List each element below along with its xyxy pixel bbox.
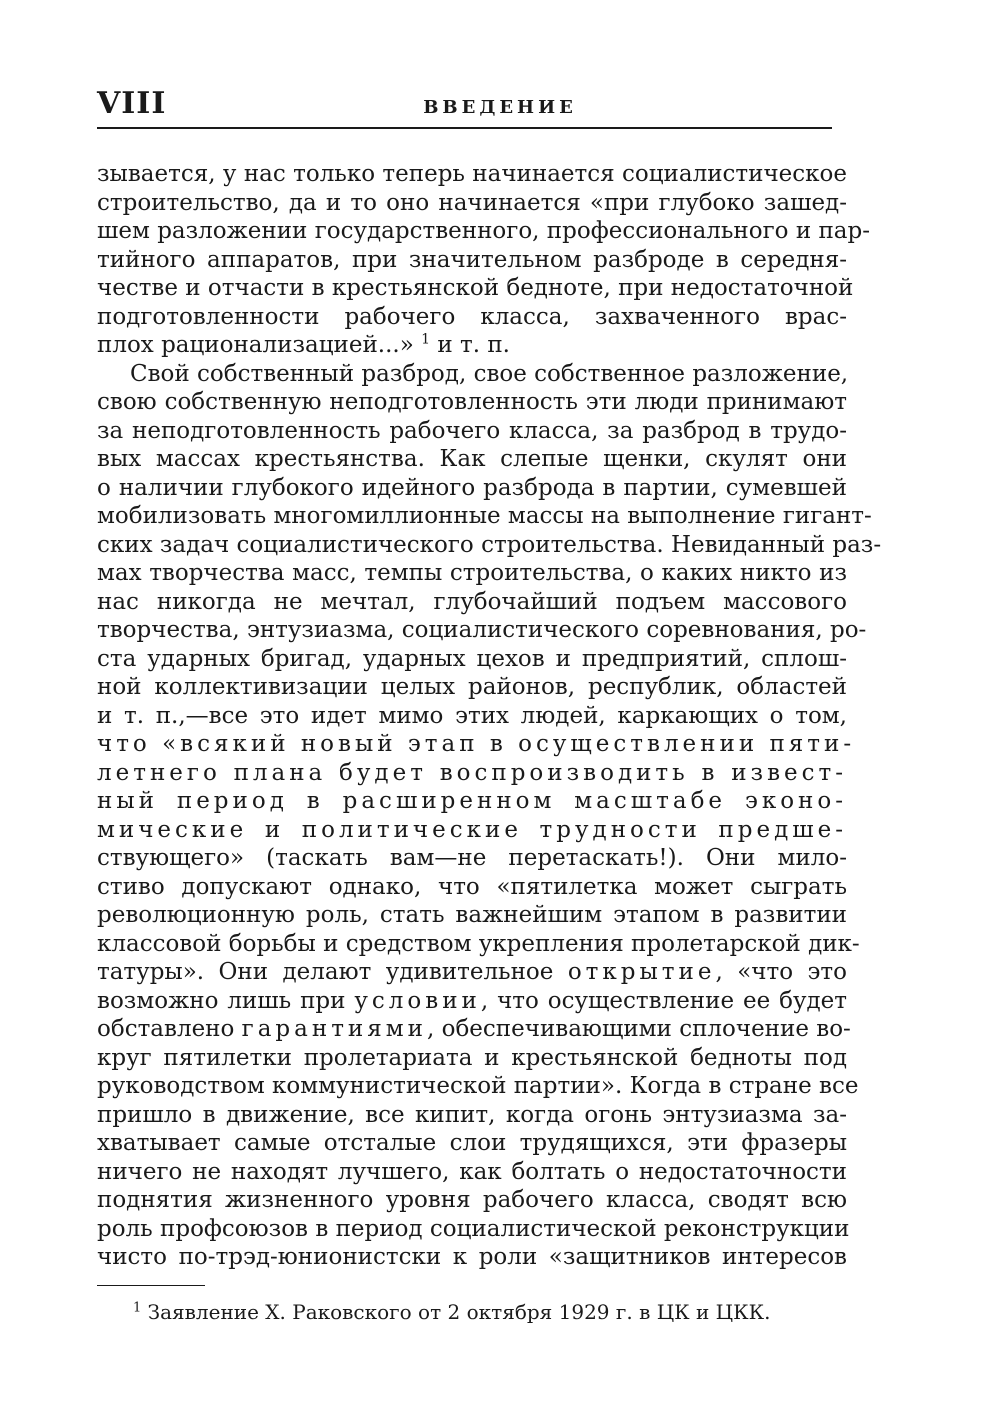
text-line: поднятия жизненного уровня рабочего класса, сводят всю <box>97 1187 847 1213</box>
text-line <box>97 958 847 987</box>
text-span: возможно лишь при <box>97 987 355 1014</box>
text-line: руководством коммунистической партии». Когда в стране все <box>97 1073 859 1099</box>
text-line: свою собственную неподготовленность эти люди принимают <box>97 389 847 415</box>
text-line: ста ударных бригад, ударных цехов и предприятий, сплош- <box>97 645 847 672</box>
text-span-spaced: условии <box>354 987 481 1014</box>
text-line: шем разложении государственного, профессионального и пар- <box>97 218 870 244</box>
text-span-spaced: открытие <box>567 959 716 985</box>
text-line: тийного аппаратов, при значительном разброде в середня- <box>97 246 847 273</box>
text-span: татуры». Они делают удивительное <box>97 959 568 985</box>
text-line <box>97 331 847 360</box>
text-line: нас никогда не мечтал, глубочайший подъем массового <box>97 588 847 615</box>
text-line: мобилизовать многомиллионные массы на выполнение гигант- <box>97 503 872 529</box>
text-line: за неподготовленность рабочего класса, за разброд в трудо- <box>97 417 847 444</box>
header-rule <box>97 127 832 129</box>
text-line-spaced: что «всякий новый этап в осуществлении пяти- <box>97 731 856 757</box>
text-line: ствующего» (таскать вам—не перетаскать!). Они мило- <box>97 845 847 871</box>
text-line: чисто по-трэд-юнионистски к роли «защитников интересов <box>97 1244 847 1270</box>
text-line: круг пятилетки пролетариата и крестьянской бедноты под <box>97 1044 847 1071</box>
text-span: и т. п. <box>430 332 510 358</box>
text-line: роль профсоюзов в период социалистической реконструкции <box>97 1215 850 1242</box>
text-line: и т. п.,—все это идет мимо этих людей, каркающих о том, <box>97 702 847 729</box>
text-line <box>97 987 847 1016</box>
text-span-spaced: гарантиями <box>241 1016 427 1042</box>
text-span: , «что это <box>715 959 847 985</box>
text-line-spaced: ный период в расширенном масштабе эконо- <box>97 788 847 814</box>
text-span: , что осуществление ее будет <box>480 987 847 1014</box>
text-span: , обеспечивающими сплочение во- <box>426 1016 851 1042</box>
text-line: ских задач социалистического строительства. Невиданный раз- <box>97 531 882 558</box>
footnote-text: Заявление Х. Раковского от 2 октября 1929 г. в ЦК и ЦКК. <box>141 1300 771 1324</box>
text-line: пришло в движение, все кипит, когда огонь энтузиазма за- <box>97 1101 847 1128</box>
main-text <box>97 160 882 1272</box>
page-number: VIII <box>97 86 167 121</box>
footnote-reference: 1 <box>421 331 431 348</box>
text-line: честве и отчасти в крестьянской бедноте, при недостаточной <box>97 275 854 301</box>
running-head-title: ВВЕДЕНИЕ <box>423 97 577 118</box>
text-span: обставлено <box>97 1016 242 1042</box>
text-line: зывается, у нас только теперь начинается социалистическое <box>97 161 847 187</box>
text-line: хватывает самые отсталые слои трудящихся, эти фразеры <box>97 1130 847 1156</box>
text-line: революционную роль, стать важнейшим этапом в развитии <box>97 902 847 928</box>
text-line: ничего не находят лучшего, как болтать о недостаточности <box>97 1158 847 1185</box>
text-line: Свой собственный разброд, свое собственное разложение, <box>130 360 849 387</box>
text-span: плох рационализацией...» <box>97 332 422 358</box>
text-line <box>97 1015 851 1044</box>
text-line: ной коллективизации целых районов, республик, областей <box>97 674 847 700</box>
text-line-spaced: летнего плана будет воспроизводить в извест- <box>97 759 847 786</box>
text-line: мах творчества масс, темпы строительства, о каких никто из <box>97 560 847 586</box>
text-line: о наличии глубокого идейного разброда в партии, сумевшей <box>97 474 847 501</box>
footnote-marker: 1 <box>133 1300 142 1316</box>
text-line: подготовленности рабочего класса, захваченного врас- <box>97 303 847 330</box>
footnote <box>133 1300 770 1324</box>
text-line: творчества, энтузиазма, социалистического соревнования, ро- <box>97 617 867 643</box>
footnote-rule <box>97 1285 205 1286</box>
text-line: вых массах крестьянства. Как слепые щенки, скулят они <box>97 446 847 472</box>
text-line-spaced: мические и политические трудности предше- <box>97 816 847 843</box>
text-line: классовой борьбы и средством укрепления пролетарской дик- <box>97 930 860 957</box>
text-line: стиво допускают однако, что «пятилетка может сыграть <box>97 873 847 900</box>
text-line: строительство, да и то оно начинается «при глубоко зашед- <box>97 189 847 216</box>
